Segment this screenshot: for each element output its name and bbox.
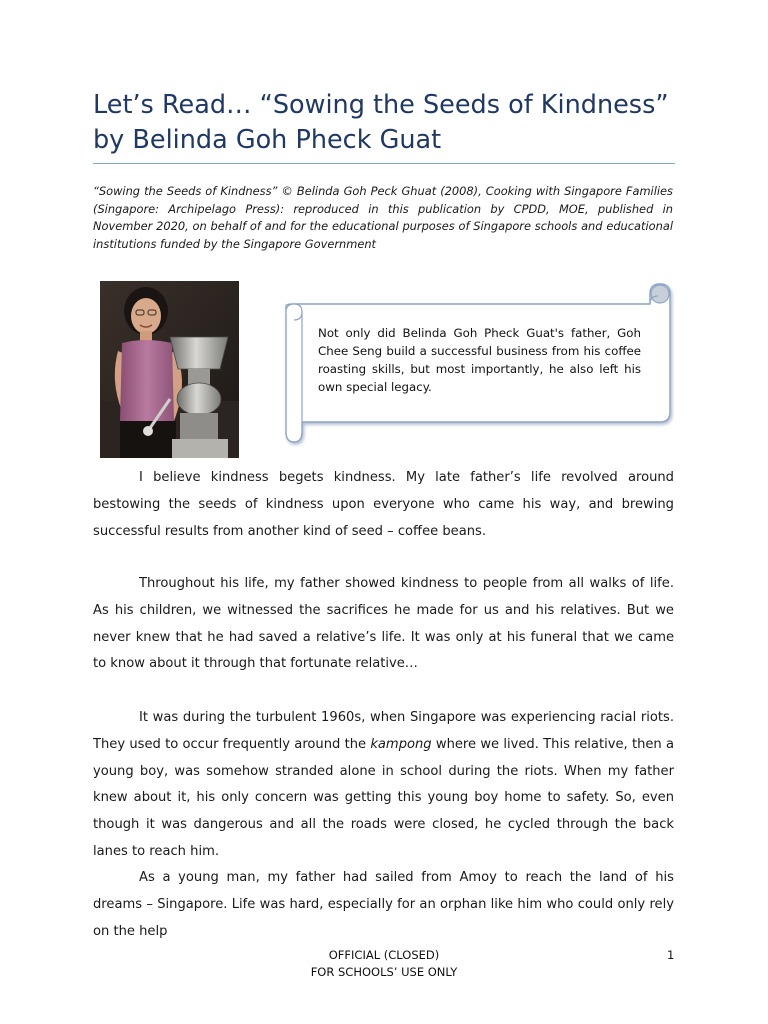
- title-line-2: by Belinda Goh Pheck Guat: [93, 125, 442, 155]
- footer-classification: [0, 947, 768, 981]
- footer-line-1: OFFICIAL (CLOSED): [328, 948, 440, 962]
- paragraph-3: [93, 705, 674, 866]
- paragraph-1: I believe kindness begets kindness. My late father’s life revolved around bestowing the seeds of kindness upon everyone who came his way, and brewing successful results from another kind of seed – coffee beans.: [93, 470, 674, 539]
- document-title: [93, 88, 693, 158]
- copyright-credit: “Sowing the Seeds of Kindness” © Belinda Goh Peck Ghuat (2008), Cooking with Singapore Families (Singapore: Archipelago Press): reproduced in this publication by CPDD, MOE, published in November 2020, on behalf of and for the educational purposes of Singapore schools and educational institutions funded by the Singapore Government: [93, 184, 673, 251]
- paragraph-4: As a young man, my father had sailed from Amoy to reach the land of his dreams – Singapore. Life was hard, especially for an orphan like him who could only rely on the help: [93, 870, 674, 939]
- photo-illustration: [100, 281, 239, 458]
- paragraph-3-part-1: It was during the turbulent 1960s, when Singapore was experiencing racial riots. They used to occur frequently around the: [93, 710, 674, 752]
- title-underline: [93, 163, 675, 164]
- page-number: 1: [667, 948, 675, 962]
- paragraph-3-part-2: where we lived. This relative, then a young boy, was somehow stranded alone in school during the riots. When my father knew about it, his only concern was getting this young boy home to safety. So, even though it was dangerous and all the roads were closed, he cycled through the back lanes to reach him.: [93, 736, 674, 859]
- paragraph-2: Throughout his life, my father showed kindness to people from all walks of life. As his children, we witnessed the sacrifices he made for us and his relatives. But we never knew that he had saved a relative’s life. It was only at his funeral that we came to know about it through that fortunate relative…: [93, 576, 674, 672]
- title-line-1: Let’s Read… “Sowing the Seeds of Kindness”: [93, 90, 669, 120]
- callout-text: Not only did Belinda Goh Pheck Guat's father, Goh Chee Seng build a successful business from his coffee roasting skills, but most importantly, he also left his own special legacy.: [318, 326, 641, 394]
- footer-line-2: FOR SCHOOLS’ USE ONLY: [310, 965, 458, 979]
- paragraph-3-italic-word: kampong: [370, 736, 432, 752]
- photo-woman-with-coffee-grinder: [100, 281, 239, 458]
